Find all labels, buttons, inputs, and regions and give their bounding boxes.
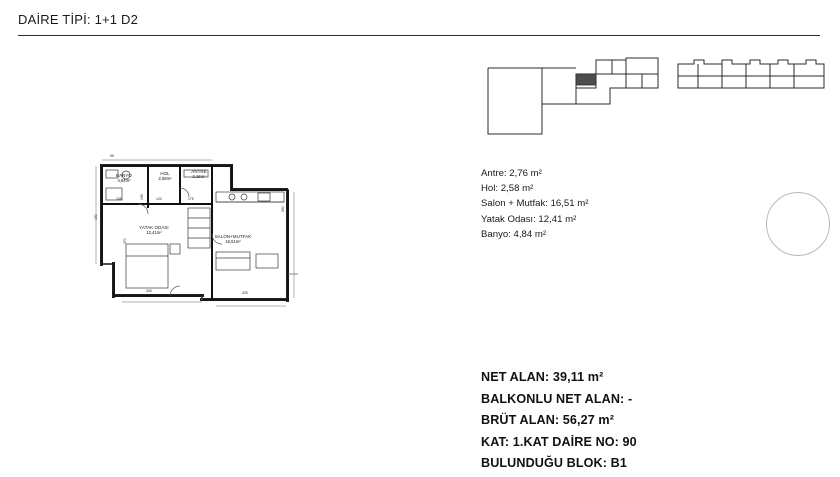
summary-balkonlu-net-alan: BALKONLU NET ALAN: - bbox=[481, 391, 633, 406]
room-label-salon-mutfak bbox=[200, 235, 266, 245]
dimension-yatak-height: 370 bbox=[123, 238, 127, 244]
area-item-antre: Antre: 2,76 m² bbox=[481, 168, 542, 179]
room-label-antre bbox=[181, 170, 217, 180]
room-label-hol bbox=[148, 172, 182, 182]
dimension-salon-width: 425 bbox=[242, 291, 248, 295]
dimension-top-width: 95 bbox=[110, 154, 114, 158]
key-plan-locator bbox=[480, 48, 680, 148]
dimension-hol-width: 120 bbox=[156, 197, 162, 201]
room-area: 16,51m² bbox=[225, 238, 241, 244]
room-label-banyo bbox=[104, 174, 144, 184]
dimension-left-height: 150 bbox=[94, 214, 98, 220]
header-divider bbox=[18, 35, 820, 36]
room-name: BANYO bbox=[116, 173, 132, 178]
summary-block bbox=[481, 367, 637, 475]
area-list bbox=[481, 166, 588, 242]
area-item-yatak-odasi: Yatak Odası: 12,41 m² bbox=[481, 213, 577, 225]
summary-net-alan: NET ALAN: 39,11 m² bbox=[481, 370, 604, 384]
dimension-salon-height: 390 bbox=[281, 206, 285, 212]
area-item-salon-mutfak: Salon + Mutfak: 16,51 m² bbox=[481, 198, 589, 210]
room-label-yatak-odasi bbox=[126, 226, 182, 236]
room-area: 2,16m² bbox=[192, 173, 206, 179]
room-name: YATAK ODASI bbox=[139, 225, 169, 230]
summary-brut-alan: BRÜT ALAN: 56,27 m² bbox=[481, 413, 614, 427]
room-area: 2,58m² bbox=[158, 175, 172, 181]
sheet-header bbox=[18, 12, 318, 27]
area-item-banyo: Banyo: 4,84 m² bbox=[481, 228, 547, 240]
key-plan-svg bbox=[480, 48, 680, 148]
block-strip-svg bbox=[676, 56, 826, 96]
summary-kat-daire-no: KAT: 1.KAT DAİRE NO: 90 bbox=[481, 434, 637, 449]
page-title: DAİRE TİPİ: 1+1 D2 bbox=[18, 12, 139, 27]
dimension-banyo-height: 195 bbox=[140, 194, 144, 200]
floor-plan-drawing bbox=[92, 148, 302, 308]
room-name: HOL bbox=[160, 171, 170, 176]
room-area: 4,84m² bbox=[117, 177, 131, 183]
dimension-antre-width: 175 bbox=[188, 197, 194, 201]
highlighted-unit bbox=[576, 74, 596, 85]
summary-blok: BULUNDUĞU BLOK: B1 bbox=[481, 456, 627, 470]
area-item-hol: Hol: 2,58 m² bbox=[481, 183, 534, 195]
circle-marker bbox=[766, 192, 830, 256]
dimension-yatak-width: 340 bbox=[146, 289, 152, 293]
dimension-banyo-width: 245 bbox=[116, 197, 122, 201]
room-area: 12,41m² bbox=[146, 229, 162, 235]
block-strip-diagram bbox=[676, 56, 826, 96]
room-name: SALON+MUTFAK bbox=[214, 234, 252, 239]
room-name: ANTRE bbox=[191, 169, 207, 174]
